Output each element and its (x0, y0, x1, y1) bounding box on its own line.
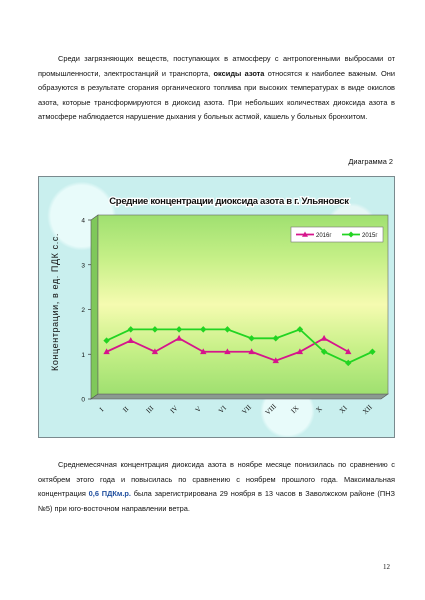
diagram-caption: Диаграмма 2 (348, 157, 393, 166)
x-tick-label: III (144, 404, 156, 415)
y-tick-label: 1 (81, 351, 85, 359)
x-tick-label: VII (240, 403, 253, 416)
chart (39, 177, 394, 437)
y-tick-label: 4 (81, 217, 85, 225)
legend-label: 2016г (316, 232, 332, 239)
summary-text-end: была зарегистрирована 29 ноября в 13 часов в Заволжском районе (ПНЗ №5) при юго-восточном направлении ветра. (38, 489, 396, 513)
intro-bold-term: оксиды азота (213, 68, 265, 78)
plot-floor (91, 394, 388, 399)
x-tick-label: XII (361, 403, 374, 416)
summary-text-start: Среднемесячная концентрация диоксида азота в ноябре месяце понизилась по сравнению с октябрем этого года и повысилась по сравнению с ноябрем прошлого года. Максимальная концентрация (38, 460, 395, 499)
intro-text-start: Среди загрязняющих веществ, поступающих в атмосферу с антропогенными выбросами от промышленности, электростанций и транспорта, (38, 54, 395, 78)
x-tick-label: VIII (263, 402, 278, 417)
x-tick-label: I (98, 405, 106, 414)
intro-text-end: относятся к наиболее важным. Они образуются в результате сгорания органического топлива при высоких температурах в виде окислов азота, которые трансформируются в диоксид азота. При небольших количествах диоксида азота в атмосфере наблюдается нарушение дыхания у больных астмой, кашель у больных бронхитом. (38, 68, 396, 122)
max-concentration-value: 0,6 ПДКм.р. (88, 489, 131, 499)
summary-paragraph (38, 458, 395, 516)
y-tick-label: 0 (81, 396, 85, 404)
x-tick-label: IV (168, 404, 180, 416)
y-tick-label: 2 (81, 307, 85, 314)
y-tick-label: 3 (81, 262, 85, 270)
x-tick-label: IX (289, 404, 301, 416)
x-tick-label: V (193, 404, 203, 415)
intro-paragraph (38, 52, 395, 125)
x-tick-label: VI (217, 404, 228, 416)
chart-title: Средние концентрации диоксида азота в г. Ульяновск (109, 196, 349, 207)
legend-label: 2015г (362, 232, 378, 239)
x-tick-label: II (121, 405, 131, 415)
plot-side-wall (91, 215, 98, 399)
x-tick-label: X (314, 404, 324, 415)
page-number: 12 (383, 563, 390, 571)
x-tick-label: XI (337, 404, 349, 416)
chart-frame (38, 176, 395, 438)
y-axis-label: Концентрации, в ед. ПДК с.с. (50, 232, 60, 372)
